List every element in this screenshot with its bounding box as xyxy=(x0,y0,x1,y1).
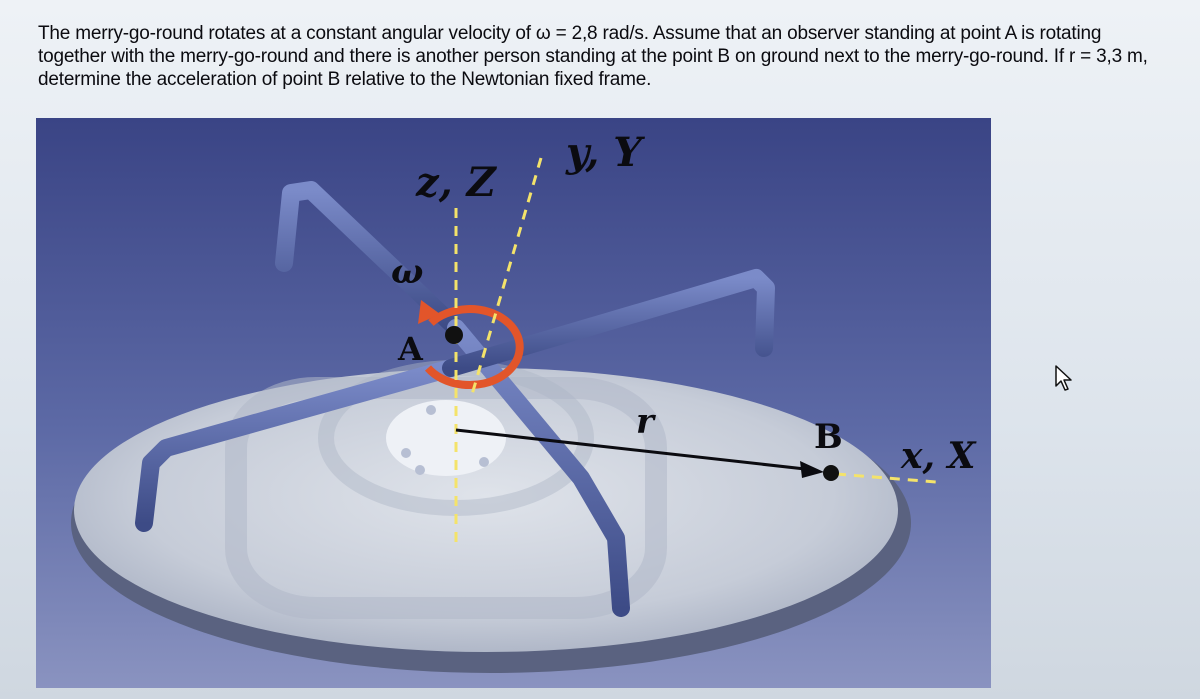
problem-statement xyxy=(38,22,1158,91)
problem-line-1: The merry-go-round rotates at a constant angular velocity of ω = 2,8 rad/s. Assume that an observer standing at point A is rotating xyxy=(38,23,1102,44)
y-axis-label: y, Y xyxy=(566,129,642,176)
hub-bolt xyxy=(401,448,411,458)
omega-label: ω xyxy=(391,252,424,292)
problem-line-3: determine the acceleration of point B relative to the Newtonian fixed frame. xyxy=(38,69,652,90)
hub-bolt xyxy=(426,405,436,415)
radius-label: r xyxy=(636,402,654,442)
hub-bolt xyxy=(415,465,425,475)
figure-canvas xyxy=(36,118,991,688)
problem-line-2: together with the merry-go-round and there is another person standing at the point B on ground next to the merry-go-round. If r = 3,3 m, xyxy=(38,46,1148,67)
merry-go-round-figure xyxy=(36,118,991,688)
point-a-label: A xyxy=(398,330,423,368)
z-axis-label: z, Z xyxy=(416,159,496,206)
hub-bolt xyxy=(479,457,489,467)
mouse-pointer-icon xyxy=(1054,364,1074,397)
point-b-marker xyxy=(823,465,839,481)
point-b-label: B xyxy=(814,417,843,457)
point-a-marker xyxy=(445,326,463,344)
x-axis-label: x, X xyxy=(901,435,976,477)
